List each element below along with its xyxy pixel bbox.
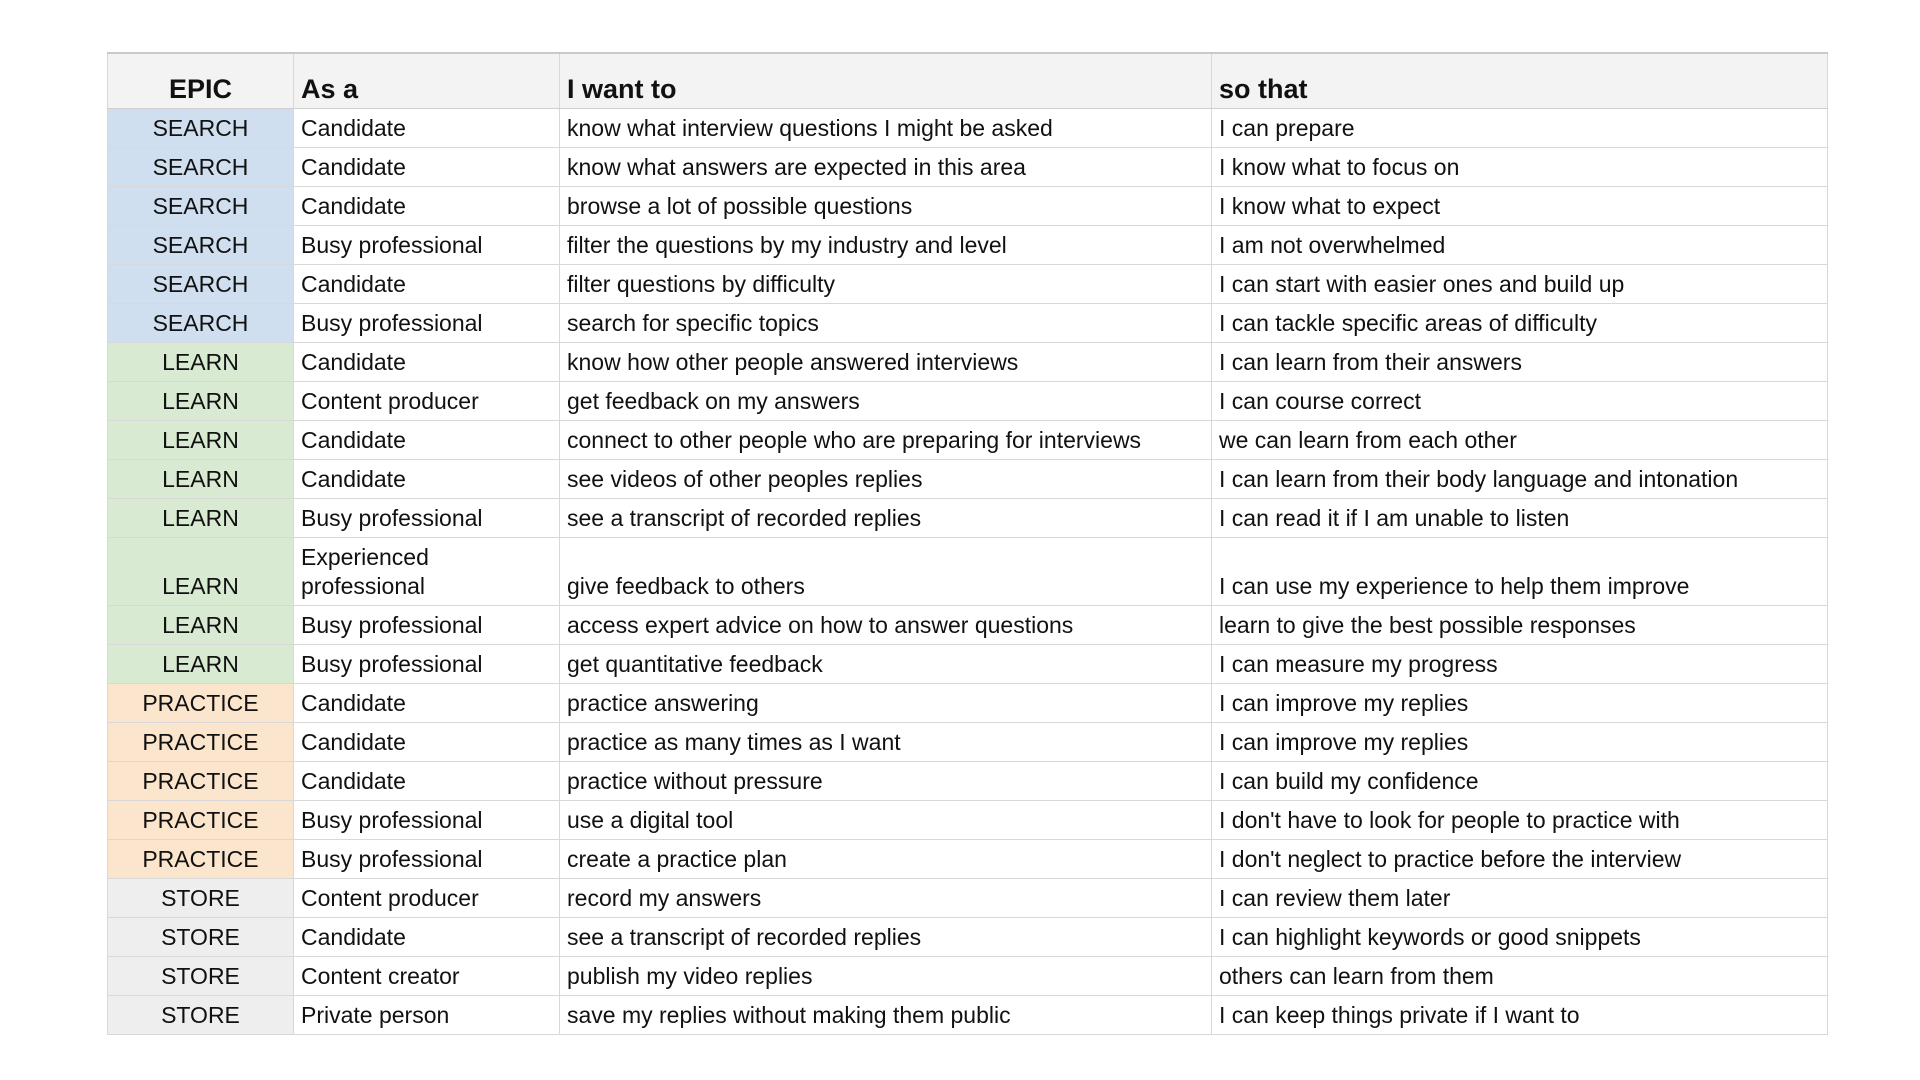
cell-as-a[interactable]: Candidate <box>294 342 560 381</box>
table-row <box>108 342 1828 381</box>
cell-so-that[interactable]: I can read it if I am unable to listen <box>1212 498 1828 537</box>
cell-i-want-to[interactable]: know what answers are expected in this area <box>560 147 1212 186</box>
cell-so-that[interactable]: I know what to focus on <box>1212 147 1828 186</box>
cell-so-that[interactable]: learn to give the best possible responses <box>1212 605 1828 644</box>
table-row <box>108 800 1828 839</box>
cell-i-want-to[interactable]: know how other people answered interviews <box>560 342 1212 381</box>
cell-as-a[interactable]: Busy professional <box>294 225 560 264</box>
cell-i-want-to[interactable]: filter questions by difficulty <box>560 264 1212 303</box>
column-header-epic[interactable]: EPIC <box>108 53 294 108</box>
cell-so-that[interactable]: I am not overwhelmed <box>1212 225 1828 264</box>
cell-epic[interactable]: PRACTICE <box>108 839 294 878</box>
cell-so-that[interactable]: I don't neglect to practice before the interview <box>1212 839 1828 878</box>
cell-epic[interactable]: LEARN <box>108 459 294 498</box>
cell-epic[interactable]: SEARCH <box>108 225 294 264</box>
cell-so-that[interactable]: I can start with easier ones and build up <box>1212 264 1828 303</box>
cell-so-that[interactable]: I can build my confidence <box>1212 761 1828 800</box>
cell-so-that[interactable]: I know what to expect <box>1212 186 1828 225</box>
cell-so-that[interactable]: I can prepare <box>1212 108 1828 147</box>
cell-as-a[interactable]: Private person <box>294 995 560 1034</box>
cell-epic[interactable]: LEARN <box>108 537 294 605</box>
cell-epic[interactable]: LEARN <box>108 644 294 683</box>
cell-as-a[interactable]: Candidate <box>294 722 560 761</box>
cell-as-a[interactable]: Candidate <box>294 186 560 225</box>
cell-i-want-to[interactable]: record my answers <box>560 878 1212 917</box>
table-row <box>108 420 1828 459</box>
table-row <box>108 186 1828 225</box>
table-row <box>108 644 1828 683</box>
cell-i-want-to[interactable]: practice without pressure <box>560 761 1212 800</box>
cell-as-a[interactable]: Busy professional <box>294 605 560 644</box>
cell-i-want-to[interactable]: see a transcript of recorded replies <box>560 917 1212 956</box>
table-row <box>108 225 1828 264</box>
table-row <box>108 839 1828 878</box>
cell-as-a[interactable]: Content producer <box>294 381 560 420</box>
cell-epic[interactable]: LEARN <box>108 420 294 459</box>
table-body <box>108 108 1828 1034</box>
cell-as-a[interactable]: Candidate <box>294 917 560 956</box>
cell-as-a[interactable]: Content creator <box>294 956 560 995</box>
user-stories-table <box>107 52 1828 1035</box>
cell-i-want-to[interactable]: connect to other people who are preparing for interviews <box>560 420 1212 459</box>
cell-as-a[interactable]: Content producer <box>294 878 560 917</box>
cell-as-a[interactable]: Experienced professional <box>294 537 560 605</box>
cell-i-want-to[interactable]: use a digital tool <box>560 800 1212 839</box>
cell-epic[interactable]: STORE <box>108 878 294 917</box>
header-row <box>108 53 1828 108</box>
table-row <box>108 303 1828 342</box>
cell-i-want-to[interactable]: create a practice plan <box>560 839 1212 878</box>
cell-as-a[interactable]: Candidate <box>294 264 560 303</box>
column-header-i-want-to[interactable]: I want to <box>560 53 1212 108</box>
cell-so-that[interactable]: we can learn from each other <box>1212 420 1828 459</box>
cell-epic[interactable]: SEARCH <box>108 147 294 186</box>
cell-as-a[interactable]: Candidate <box>294 108 560 147</box>
cell-so-that[interactable]: I can use my experience to help them improve <box>1212 537 1828 605</box>
cell-i-want-to[interactable]: get feedback on my answers <box>560 381 1212 420</box>
cell-epic[interactable]: PRACTICE <box>108 722 294 761</box>
cell-so-that[interactable]: I can highlight keywords or good snippets <box>1212 917 1828 956</box>
cell-i-want-to[interactable]: filter the questions by my industry and level <box>560 225 1212 264</box>
table-row <box>108 605 1828 644</box>
table-row <box>108 537 1828 605</box>
cell-epic[interactable]: LEARN <box>108 498 294 537</box>
table-row <box>108 917 1828 956</box>
cell-i-want-to[interactable]: see a transcript of recorded replies <box>560 498 1212 537</box>
cell-so-that[interactable]: I can measure my progress <box>1212 644 1828 683</box>
cell-i-want-to[interactable]: see videos of other peoples replies <box>560 459 1212 498</box>
cell-i-want-to[interactable]: practice answering <box>560 683 1212 722</box>
column-header-as-a[interactable]: As a <box>294 53 560 108</box>
cell-epic[interactable]: PRACTICE <box>108 683 294 722</box>
cell-so-that[interactable]: I can improve my replies <box>1212 722 1828 761</box>
table-row <box>108 995 1828 1034</box>
cell-as-a[interactable]: Candidate <box>294 147 560 186</box>
cell-so-that[interactable]: I can review them later <box>1212 878 1828 917</box>
table-row <box>108 956 1828 995</box>
cell-i-want-to[interactable]: give feedback to others <box>560 537 1212 605</box>
cell-epic[interactable]: LEARN <box>108 381 294 420</box>
cell-epic[interactable]: PRACTICE <box>108 800 294 839</box>
cell-epic[interactable]: SEARCH <box>108 264 294 303</box>
cell-epic[interactable]: SEARCH <box>108 303 294 342</box>
cell-as-a[interactable]: Busy professional <box>294 303 560 342</box>
table-row <box>108 683 1828 722</box>
cell-epic[interactable]: SEARCH <box>108 186 294 225</box>
cell-epic[interactable]: STORE <box>108 956 294 995</box>
table-row <box>108 722 1828 761</box>
cell-as-a[interactable]: Candidate <box>294 459 560 498</box>
cell-i-want-to[interactable]: know what interview questions I might be asked <box>560 108 1212 147</box>
cell-so-that[interactable]: I can tackle specific areas of difficulty <box>1212 303 1828 342</box>
cell-epic[interactable]: STORE <box>108 995 294 1034</box>
cell-so-that[interactable]: I can improve my replies <box>1212 683 1828 722</box>
table-row <box>108 108 1828 147</box>
cell-as-a[interactable]: Busy professional <box>294 498 560 537</box>
cell-i-want-to[interactable]: search for specific topics <box>560 303 1212 342</box>
cell-as-a[interactable]: Candidate <box>294 420 560 459</box>
cell-i-want-to[interactable]: publish my video replies <box>560 956 1212 995</box>
cell-so-that[interactable]: others can learn from them <box>1212 956 1828 995</box>
cell-as-a[interactable]: Busy professional <box>294 800 560 839</box>
cell-epic[interactable]: LEARN <box>108 342 294 381</box>
cell-i-want-to[interactable]: browse a lot of possible questions <box>560 186 1212 225</box>
table-row <box>108 878 1828 917</box>
cell-as-a[interactable]: Busy professional <box>294 644 560 683</box>
user-stories-sheet <box>107 52 1827 1035</box>
table-row <box>108 381 1828 420</box>
cell-so-that[interactable]: I can learn from their answers <box>1212 342 1828 381</box>
cell-so-that[interactable]: I don't have to look for people to practice with <box>1212 800 1828 839</box>
cell-i-want-to[interactable]: save my replies without making them public <box>560 995 1212 1034</box>
table-row <box>108 761 1828 800</box>
cell-so-that[interactable]: I can keep things private if I want to <box>1212 995 1828 1034</box>
table-row <box>108 498 1828 537</box>
cell-i-want-to[interactable]: access expert advice on how to answer questions <box>560 605 1212 644</box>
column-header-so-that[interactable]: so that <box>1212 53 1828 108</box>
cell-i-want-to[interactable]: get quantitative feedback <box>560 644 1212 683</box>
cell-epic[interactable]: SEARCH <box>108 108 294 147</box>
cell-as-a[interactable]: Candidate <box>294 761 560 800</box>
table-row <box>108 147 1828 186</box>
cell-as-a[interactable]: Busy professional <box>294 839 560 878</box>
cell-so-that[interactable]: I can course correct <box>1212 381 1828 420</box>
cell-as-a[interactable]: Candidate <box>294 683 560 722</box>
cell-epic[interactable]: STORE <box>108 917 294 956</box>
cell-epic[interactable]: LEARN <box>108 605 294 644</box>
table-row <box>108 264 1828 303</box>
cell-epic[interactable]: PRACTICE <box>108 761 294 800</box>
cell-so-that[interactable]: I can learn from their body language and intonation <box>1212 459 1828 498</box>
cell-i-want-to[interactable]: practice as many times as I want <box>560 722 1212 761</box>
table-row <box>108 459 1828 498</box>
